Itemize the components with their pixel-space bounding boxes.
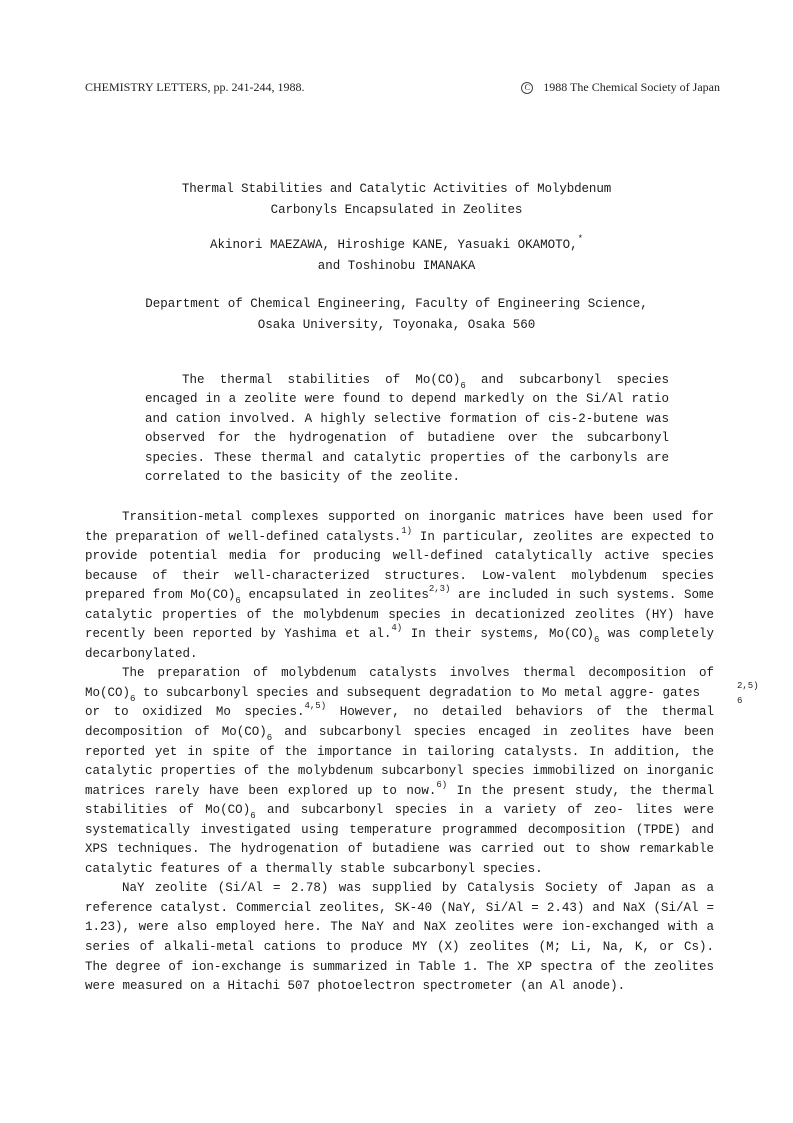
p1-text-c: encapsulated in zeolites [240,588,429,603]
p2-text-a: The preparation of molybdenum catalysts involves thermal decomposition of Mo(CO) [85,666,714,700]
p2-stray-sub: 6 [737,695,743,706]
paragraph-3 [85,879,714,996]
p3-text-a: NaY zeolite (Si/Al = 2.78) was supplied by Catalysis Society of Japan as a reference catalyst. Commercial zeolites, SK-40 (NaY, Si/Al = 2.43) and NaX (Si/Al = 1.23), were also employed here. The NaY and NaX zeolites were ion-exchanged with a series of alkali-metal cations to produce MY (X) zeolites (M; Li, Na, K, or Cs). The degree of ion-exchange is summarized in Table 1. The XP spectra of the zeolites were measured on a Hitachi 507 photoelectron spectrometer (an Al anode). [85,881,714,994]
p2-text-c: or to oxidized Mo species. [85,705,305,720]
p2-ref-3: 6) [436,779,448,790]
p2-ref-1: 2,5) [737,680,759,691]
copyright-text: 1988 The Chemical Society of Japan [543,80,720,94]
title-line-2: Carbonyls Encapsulated in Zeolites [270,203,523,217]
p2-text-g: and subcarbonyl species in a variety of zeo- lites were systematically investigated using temperature programmed decomposition (TPDE) and XPS techniques. The hydrogenation of butadiene was carried out to show remarkable catalytic features of a thermally stable subcarbonyl species. [85,803,714,876]
abstract-text-2: and subcarbonyl species encaged in a zeolite were found to depend markedly on the Si/Al ratio and cation involved. A highly selective formation of cis-2-butene was observed for the hydrogenation of butadiene over the subcarbonyl species. These thermal and catalytic properties of the carbonyls are correlated to the basicity of the zeolite. [145,373,670,485]
p1-sub-2: 6 [593,635,600,646]
p1-text-e: In their systems, Mo(CO) [402,627,594,642]
corresponding-author-mark: * [577,234,583,244]
p1-text-b: In particular, zeolites are expected to provide potential media for producing well-defined catalytically active species because of their well-characterized structures. Low-valent molybdenum species prepared from Mo(CO) [85,529,714,603]
p1-ref-2: 2,3) [428,584,451,595]
abstract-subscript: 6 [460,381,466,391]
affiliation-line-1: Department of Chemical Engineering, Faculty of Engineering Science, [145,297,648,311]
abstract-paragraph [145,371,669,487]
abstract-text-1: The thermal stabilities of Mo(CO) [182,373,461,387]
p2-sub-3: 6 [250,811,256,822]
journal-citation: CHEMISTRY LETTERS, pp. 241-244, 1988. [85,80,305,94]
affiliation-line-2: Osaka University, Toyonaka, Osaka 560 [257,318,536,332]
affiliation [0,294,793,336]
p2-sub-2: 6 [266,733,273,744]
p2-ref-2: 4,5) [304,701,327,712]
copyright-notice [521,80,720,95]
p1-ref-3: 4) [391,623,403,634]
p1-text-a: Transition-metal complexes supported on inorganic matrices have been used for the preparation of well-defined catalysts. [85,510,714,544]
p1-ref-1: 1) [401,525,413,536]
body-text [85,508,759,997]
p2-text-e: and subcarbonyl species encaged in zeolites have been reported yet in spite of the importance in tailoring catalysts. In addition, the catalytic properties of the molybdenum subcarbonyl species immobilized on inorganic matrices rarely have been explored up to now. [85,725,714,798]
p1-text-d: are included in such systems. Some catalytic properties of the molybdenum species in decationized zeolites (HY) have recently been reported by Yashima et al. [85,588,715,642]
authors-line-1-text: Akinori MAEZAWA, Hiroshige KANE, Yasuaki OKAMOTO, [210,238,578,252]
p2-text-b: to subcarbonyl species and subsequent degradation to Mo metal aggre- gates [135,685,700,700]
p2-sub-1: 6 [130,693,136,704]
author-list [0,235,793,277]
abstract [145,371,669,487]
p2-text-f: In the present study, the thermal stabilities of Mo(CO) [85,783,714,818]
p2-text-d: However, no detailed behaviors of the thermal decomposition of Mo(CO) [85,705,714,740]
p1-sub-1: 6 [235,596,241,607]
authors-line-1 [0,235,793,256]
authors-line-2: and Toshinobu IMANAKA [317,259,476,273]
paragraph-1 [85,508,714,664]
copyright-icon: C [521,82,533,94]
p2-ref-stack [700,680,759,706]
p1-text-f: was completely decarbonylated. [85,627,714,661]
paragraph-2 [85,664,759,879]
title-line-1: Thermal Stabilities and Catalytic Activities of Molybdenum [181,182,612,196]
paper-title [0,179,793,221]
